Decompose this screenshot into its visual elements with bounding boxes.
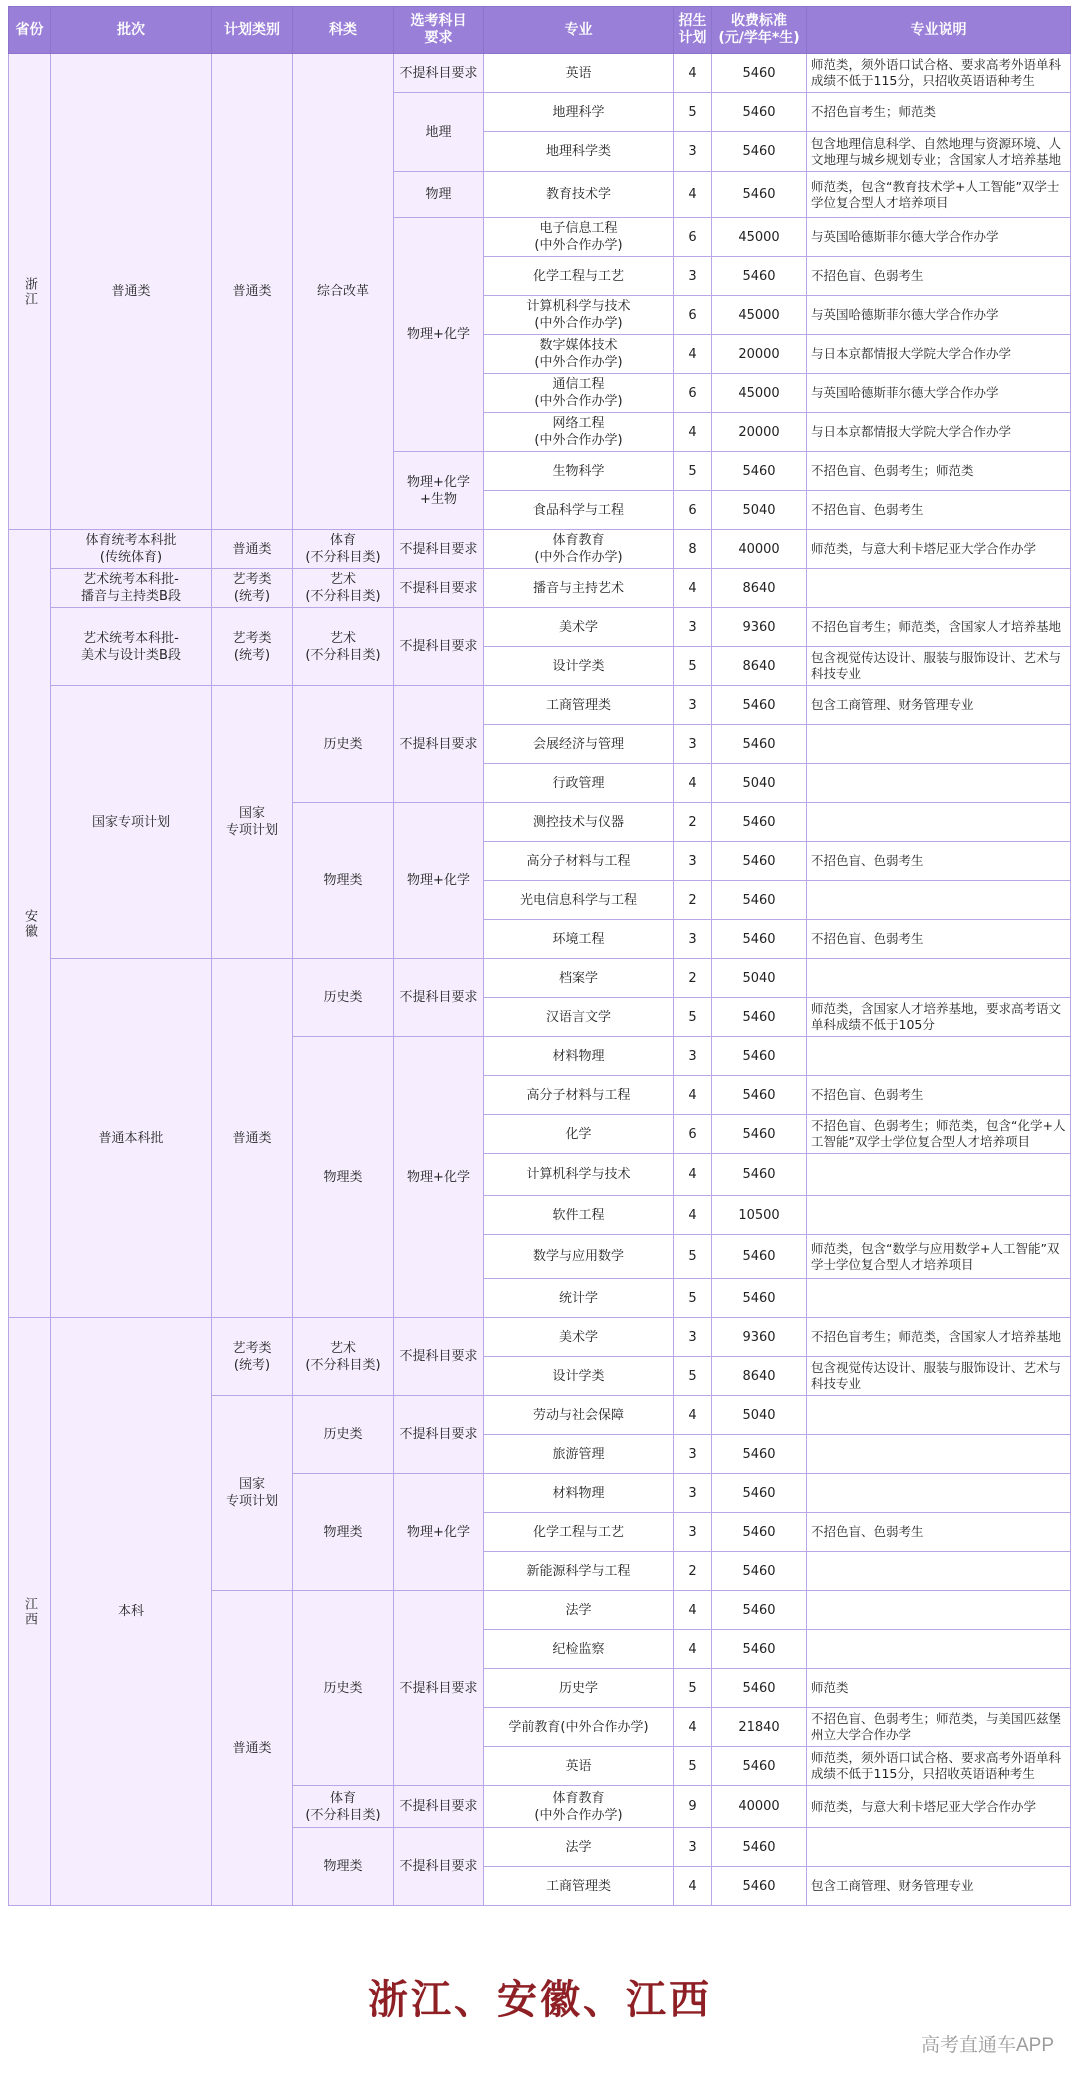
note-cell <box>807 1828 1071 1867</box>
fee-cell: 8640 <box>712 569 807 608</box>
fee-cell: 5460 <box>712 54 807 93</box>
note-cell: 不招色盲、色弱考生；师范类 <box>807 452 1071 491</box>
major-cell: 数学与应用数学 <box>484 1235 674 1279</box>
major-cell: 化学 <box>484 1115 674 1154</box>
note-cell <box>807 1474 1071 1513</box>
note-cell: 不招色盲考生；师范类，含国家人才培养基地 <box>807 1318 1071 1357</box>
major-cell: 新能源科学与工程 <box>484 1552 674 1591</box>
subject-req-cell: 物理+化学 <box>394 1037 484 1318</box>
quota-cell: 5 <box>674 1279 712 1318</box>
note-cell: 不招色盲、色弱考生 <box>807 1513 1071 1552</box>
category-cell: 物理类 <box>293 1828 394 1906</box>
note-cell: 不招色盲考生；师范类 <box>807 93 1071 132</box>
table-body <box>9 54 1071 1906</box>
major-cell: 测控技术与仪器 <box>484 803 674 842</box>
fee-cell: 9360 <box>712 608 807 647</box>
quota-cell: 4 <box>674 1076 712 1115</box>
quota-cell: 3 <box>674 132 712 172</box>
major-cell: 地理科学类 <box>484 132 674 172</box>
note-cell <box>807 1435 1071 1474</box>
category-cell: 历史类 <box>293 686 394 803</box>
subject-req-cell: 不提科目要求 <box>394 1828 484 1906</box>
quota-cell: 4 <box>674 1591 712 1630</box>
subject-req-cell: 不提科目要求 <box>394 686 484 803</box>
subject-req-cell: 不提科目要求 <box>394 54 484 93</box>
quota-cell: 3 <box>674 686 712 725</box>
major-cell: 美术学 <box>484 608 674 647</box>
quota-cell: 3 <box>674 920 712 959</box>
note-cell <box>807 1279 1071 1318</box>
note-cell <box>807 1552 1071 1591</box>
major-cell: 法学 <box>484 1591 674 1630</box>
note-cell: 包含地理信息科学、自然地理与资源环境、人文地理与城乡规划专业；含国家人才培养基地 <box>807 132 1071 172</box>
plan-type-cell: 普通类 <box>212 959 293 1318</box>
category-cell: 艺术 (不分科目类) <box>293 1318 394 1396</box>
major-cell: 美术学 <box>484 1318 674 1357</box>
quota-cell: 4 <box>674 1867 712 1906</box>
major-cell: 会展经济与管理 <box>484 725 674 764</box>
note-cell: 不招色盲、色弱考生 <box>807 920 1071 959</box>
subject-req-cell: 不提科目要求 <box>394 1396 484 1474</box>
note-cell: 与英国哈德斯菲尔德大学合作办学 <box>807 374 1071 413</box>
fee-cell: 5460 <box>712 998 807 1037</box>
quota-cell: 4 <box>674 172 712 218</box>
quota-cell: 3 <box>674 608 712 647</box>
fee-cell: 5460 <box>712 881 807 920</box>
fee-cell: 5460 <box>712 1235 807 1279</box>
major-cell: 地理科学 <box>484 93 674 132</box>
major-cell: 通信工程 (中外合作办学) <box>484 374 674 413</box>
plan-type-cell: 国家 专项计划 <box>212 686 293 959</box>
note-cell: 包含工商管理、财务管理专业 <box>807 1867 1071 1906</box>
plan-type-cell: 普通类 <box>212 530 293 569</box>
quota-cell: 4 <box>674 1154 712 1196</box>
category-cell: 历史类 <box>293 959 394 1037</box>
quota-cell: 4 <box>674 1196 712 1235</box>
major-cell: 环境工程 <box>484 920 674 959</box>
batch-cell: 艺术统考本科批- 美术与设计类B段 <box>51 608 212 686</box>
subject-req-cell: 物理+化学 <box>394 1474 484 1591</box>
major-cell: 统计学 <box>484 1279 674 1318</box>
quota-cell: 5 <box>674 93 712 132</box>
fee-cell: 5460 <box>712 132 807 172</box>
note-cell <box>807 1037 1071 1076</box>
quota-cell: 5 <box>674 647 712 686</box>
note-cell: 师范类，含国家人才培养基地，要求高考语文单科成绩不低于105分 <box>807 998 1071 1037</box>
fee-cell: 5460 <box>712 1435 807 1474</box>
major-cell: 电子信息工程 (中外合作办学) <box>484 218 674 257</box>
quota-cell: 6 <box>674 374 712 413</box>
fee-cell: 5460 <box>712 1591 807 1630</box>
quota-cell: 3 <box>674 257 712 296</box>
major-cell: 材料物理 <box>484 1474 674 1513</box>
note-cell <box>807 881 1071 920</box>
note-cell: 不招色盲考生；师范类，含国家人才培养基地 <box>807 608 1071 647</box>
provinces-caption: 浙江、安徽、江西 <box>368 1977 712 2023</box>
table-row <box>9 1318 1071 1357</box>
note-cell: 师范类，包含“教育技术学+人工智能”双学士学位复合型人才培养项目 <box>807 172 1071 218</box>
fee-cell: 5040 <box>712 1396 807 1435</box>
header-plan-type: 计划类别 <box>212 7 293 54</box>
major-cell: 高分子材料与工程 <box>484 1076 674 1115</box>
header-category: 科类 <box>293 7 394 54</box>
note-cell: 师范类 <box>807 1669 1071 1708</box>
category-cell: 物理类 <box>293 1474 394 1591</box>
fee-cell: 5460 <box>712 1513 807 1552</box>
major-cell: 学前教育(中外合作办学) <box>484 1708 674 1747</box>
province-cell: 安徽 <box>9 530 51 1318</box>
category-cell: 历史类 <box>293 1591 394 1786</box>
fee-cell: 5460 <box>712 1669 807 1708</box>
category-cell: 物理类 <box>293 803 394 959</box>
subject-req-cell: 地理 <box>394 93 484 172</box>
subject-req-cell: 不提科目要求 <box>394 1318 484 1396</box>
quota-cell: 6 <box>674 296 712 335</box>
note-cell: 师范类，与意大利卡塔尼亚大学合作办学 <box>807 1786 1071 1828</box>
category-cell: 物理类 <box>293 1037 394 1318</box>
fee-cell: 5460 <box>712 1828 807 1867</box>
batch-cell: 艺术统考本科批- 播音与主持类B段 <box>51 569 212 608</box>
major-cell: 设计学类 <box>484 647 674 686</box>
note-cell: 与英国哈德斯菲尔德大学合作办学 <box>807 296 1071 335</box>
fee-cell: 5460 <box>712 725 807 764</box>
table-row <box>9 608 1071 647</box>
major-cell: 计算机科学与技术 <box>484 1154 674 1196</box>
note-cell: 包含视觉传达设计、服装与服饰设计、艺术与科技专业 <box>807 647 1071 686</box>
quota-cell: 4 <box>674 1396 712 1435</box>
quota-cell: 2 <box>674 803 712 842</box>
quota-cell: 4 <box>674 764 712 803</box>
quota-cell: 3 <box>674 1037 712 1076</box>
fee-cell: 5460 <box>712 1474 807 1513</box>
fee-cell: 5460 <box>712 1630 807 1669</box>
major-cell: 网络工程 (中外合作办学) <box>484 413 674 452</box>
quota-cell: 3 <box>674 1828 712 1867</box>
note-cell: 师范类，包含“数学与应用数学+人工智能”双学士学位复合型人才培养项目 <box>807 1235 1071 1279</box>
subject-req-cell: 不提科目要求 <box>394 959 484 1037</box>
note-cell: 包含工商管理、财务管理专业 <box>807 686 1071 725</box>
subject-req-cell: 不提科目要求 <box>394 1591 484 1786</box>
note-cell <box>807 959 1071 998</box>
note-cell: 不招色盲、色弱考生 <box>807 491 1071 530</box>
major-cell: 播音与主持艺术 <box>484 569 674 608</box>
fee-cell: 5460 <box>712 1867 807 1906</box>
major-cell: 食品科学与工程 <box>484 491 674 530</box>
major-cell: 法学 <box>484 1828 674 1867</box>
quota-cell: 5 <box>674 1747 712 1786</box>
note-cell: 与日本京都情报大学院大学合作办学 <box>807 413 1071 452</box>
note-cell <box>807 725 1071 764</box>
major-cell: 汉语言文学 <box>484 998 674 1037</box>
note-cell: 师范类，须外语口试合格、要求高考外语单科成绩不低于115分，只招收英语语种考生 <box>807 1747 1071 1786</box>
major-cell: 历史学 <box>484 1669 674 1708</box>
plan-type-cell: 艺考类 (统考) <box>212 608 293 686</box>
category-cell: 艺术 (不分科目类) <box>293 569 394 608</box>
batch-cell: 体育统考本科批 (传统体育) <box>51 530 212 569</box>
header-major: 专业 <box>484 7 674 54</box>
note-cell <box>807 1591 1071 1630</box>
table-row <box>9 530 1071 569</box>
table-row <box>9 54 1071 93</box>
province-cell: 浙江 <box>9 54 51 530</box>
quota-cell: 2 <box>674 1552 712 1591</box>
major-cell: 高分子材料与工程 <box>484 842 674 881</box>
major-cell: 行政管理 <box>484 764 674 803</box>
fee-cell: 5460 <box>712 1076 807 1115</box>
quota-cell: 8 <box>674 530 712 569</box>
note-cell <box>807 1396 1071 1435</box>
plan-type-cell: 艺考类 (统考) <box>212 1318 293 1396</box>
note-cell: 与日本京都情报大学院大学合作办学 <box>807 335 1071 374</box>
table-header-row <box>9 7 1071 54</box>
major-cell: 劳动与社会保障 <box>484 1396 674 1435</box>
major-cell: 体育教育 (中外合作办学) <box>484 1786 674 1828</box>
fee-cell: 5460 <box>712 1037 807 1076</box>
header-subject-req: 选考科目 要求 <box>394 7 484 54</box>
major-cell: 光电信息科学与工程 <box>484 881 674 920</box>
fee-cell: 21840 <box>712 1708 807 1747</box>
major-cell: 化学工程与工艺 <box>484 257 674 296</box>
fee-cell: 5460 <box>712 1115 807 1154</box>
fee-cell: 8640 <box>712 1357 807 1396</box>
quota-cell: 4 <box>674 1630 712 1669</box>
major-cell: 纪检监察 <box>484 1630 674 1669</box>
major-cell: 计算机科学与技术 (中外合作办学) <box>484 296 674 335</box>
quota-cell: 2 <box>674 881 712 920</box>
note-cell <box>807 803 1071 842</box>
fee-cell: 40000 <box>712 1786 807 1828</box>
category-cell: 艺术 (不分科目类) <box>293 608 394 686</box>
subject-req-cell: 物理+化学 <box>394 218 484 452</box>
note-cell: 包含视觉传达设计、服装与服饰设计、艺术与科技专业 <box>807 1357 1071 1396</box>
plan-type-cell: 国家 专项计划 <box>212 1396 293 1591</box>
batch-cell: 普通本科批 <box>51 959 212 1318</box>
quota-cell: 3 <box>674 1513 712 1552</box>
fee-cell: 8640 <box>712 647 807 686</box>
fee-cell: 5460 <box>712 686 807 725</box>
note-cell <box>807 764 1071 803</box>
quota-cell: 5 <box>674 1235 712 1279</box>
subject-req-cell: 不提科目要求 <box>394 569 484 608</box>
fee-cell: 5460 <box>712 172 807 218</box>
major-cell: 体育教育 (中外合作办学) <box>484 530 674 569</box>
plan-type-cell: 艺考类 (统考) <box>212 569 293 608</box>
note-cell <box>807 1196 1071 1235</box>
fee-cell: 5460 <box>712 1154 807 1196</box>
plan-type-cell: 普通类 <box>212 1591 293 1906</box>
major-cell: 档案学 <box>484 959 674 998</box>
quota-cell: 4 <box>674 569 712 608</box>
quota-cell: 4 <box>674 1708 712 1747</box>
quota-cell: 9 <box>674 1786 712 1828</box>
quota-cell: 4 <box>674 54 712 93</box>
quota-cell: 6 <box>674 218 712 257</box>
note-cell: 师范类，须外语口试合格、要求高考外语单科成绩不低于115分，只招收英语语种考生 <box>807 54 1071 93</box>
batch-cell: 国家专项计划 <box>51 686 212 959</box>
fee-cell: 5460 <box>712 257 807 296</box>
quota-cell: 3 <box>674 1474 712 1513</box>
major-cell: 数字媒体技术 (中外合作办学) <box>484 335 674 374</box>
subject-req-cell: 不提科目要求 <box>394 1786 484 1828</box>
note-cell: 不招色盲、色弱考生 <box>807 1076 1071 1115</box>
fee-cell: 20000 <box>712 413 807 452</box>
header-batch: 批次 <box>51 7 212 54</box>
quota-cell: 3 <box>674 1435 712 1474</box>
quota-cell: 6 <box>674 491 712 530</box>
note-cell: 不招色盲、色弱考生 <box>807 842 1071 881</box>
header-fee: 收费标准 (元/学年*生) <box>712 7 807 54</box>
admission-plan-table <box>8 6 1071 1906</box>
major-cell: 材料物理 <box>484 1037 674 1076</box>
header-province: 省份 <box>9 7 51 54</box>
plan-type-cell: 普通类 <box>212 54 293 530</box>
fee-cell: 45000 <box>712 374 807 413</box>
major-cell: 工商管理类 <box>484 1867 674 1906</box>
batch-cell: 普通类 <box>51 54 212 530</box>
major-cell: 旅游管理 <box>484 1435 674 1474</box>
fee-cell: 5460 <box>712 920 807 959</box>
fee-cell: 5460 <box>712 1747 807 1786</box>
subject-req-cell: 物理+化学+生物 <box>394 452 484 530</box>
category-cell: 体育 (不分科目类) <box>293 530 394 569</box>
batch-cell: 本科 <box>51 1318 212 1906</box>
header-quota: 招生 计划 <box>674 7 712 54</box>
table-row <box>9 959 1071 998</box>
quota-cell: 5 <box>674 452 712 491</box>
quota-cell: 3 <box>674 725 712 764</box>
fee-cell: 20000 <box>712 335 807 374</box>
category-cell: 体育 (不分科目类) <box>293 1786 394 1828</box>
table-row <box>9 686 1071 725</box>
fee-cell: 5460 <box>712 1279 807 1318</box>
major-cell: 英语 <box>484 1747 674 1786</box>
major-cell: 英语 <box>484 54 674 93</box>
quota-cell: 3 <box>674 1318 712 1357</box>
subject-req-cell: 不提科目要求 <box>394 530 484 569</box>
fee-cell: 10500 <box>712 1196 807 1235</box>
major-cell: 化学工程与工艺 <box>484 1513 674 1552</box>
note-cell <box>807 1630 1071 1669</box>
quota-cell: 5 <box>674 998 712 1037</box>
subject-req-cell: 不提科目要求 <box>394 608 484 686</box>
note-cell <box>807 569 1071 608</box>
quota-cell: 2 <box>674 959 712 998</box>
major-cell: 工商管理类 <box>484 686 674 725</box>
note-cell: 不招色盲、色弱考生；师范类，与美国匹兹堡州立大学合作办学 <box>807 1708 1071 1747</box>
header-note: 专业说明 <box>807 7 1071 54</box>
note-cell: 不招色盲、色弱考生 <box>807 257 1071 296</box>
fee-cell: 9360 <box>712 1318 807 1357</box>
quota-cell: 5 <box>674 1357 712 1396</box>
fee-cell: 5040 <box>712 764 807 803</box>
quota-cell: 6 <box>674 1115 712 1154</box>
quota-cell: 5 <box>674 1669 712 1708</box>
note-cell: 与英国哈德斯菲尔德大学合作办学 <box>807 218 1071 257</box>
table-row <box>9 569 1071 608</box>
note-cell: 师范类，与意大利卡塔尼亚大学合作办学 <box>807 530 1071 569</box>
note-cell <box>807 1154 1071 1196</box>
major-cell: 软件工程 <box>484 1196 674 1235</box>
fee-cell: 5460 <box>712 452 807 491</box>
subject-req-cell: 物理 <box>394 172 484 218</box>
watermark: 高考直通车APP <box>920 2035 1054 2056</box>
major-cell: 设计学类 <box>484 1357 674 1396</box>
subject-req-cell: 物理+化学 <box>394 803 484 959</box>
fee-cell: 5040 <box>712 959 807 998</box>
quota-cell: 4 <box>674 413 712 452</box>
fee-cell: 45000 <box>712 218 807 257</box>
fee-cell: 5460 <box>712 842 807 881</box>
fee-cell: 5040 <box>712 491 807 530</box>
major-cell: 生物科学 <box>484 452 674 491</box>
fee-cell: 40000 <box>712 530 807 569</box>
major-cell: 教育技术学 <box>484 172 674 218</box>
note-cell: 不招色盲、色弱考生；师范类，包含“化学+人工智能”双学士学位复合型人才培养项目 <box>807 1115 1071 1154</box>
category-cell: 历史类 <box>293 1396 394 1474</box>
fee-cell: 5460 <box>712 93 807 132</box>
fee-cell: 5460 <box>712 803 807 842</box>
fee-cell: 5460 <box>712 1552 807 1591</box>
province-cell: 江西 <box>9 1318 51 1906</box>
fee-cell: 45000 <box>712 296 807 335</box>
quota-cell: 4 <box>674 335 712 374</box>
category-cell: 综合改革 <box>293 54 394 530</box>
quota-cell: 3 <box>674 842 712 881</box>
